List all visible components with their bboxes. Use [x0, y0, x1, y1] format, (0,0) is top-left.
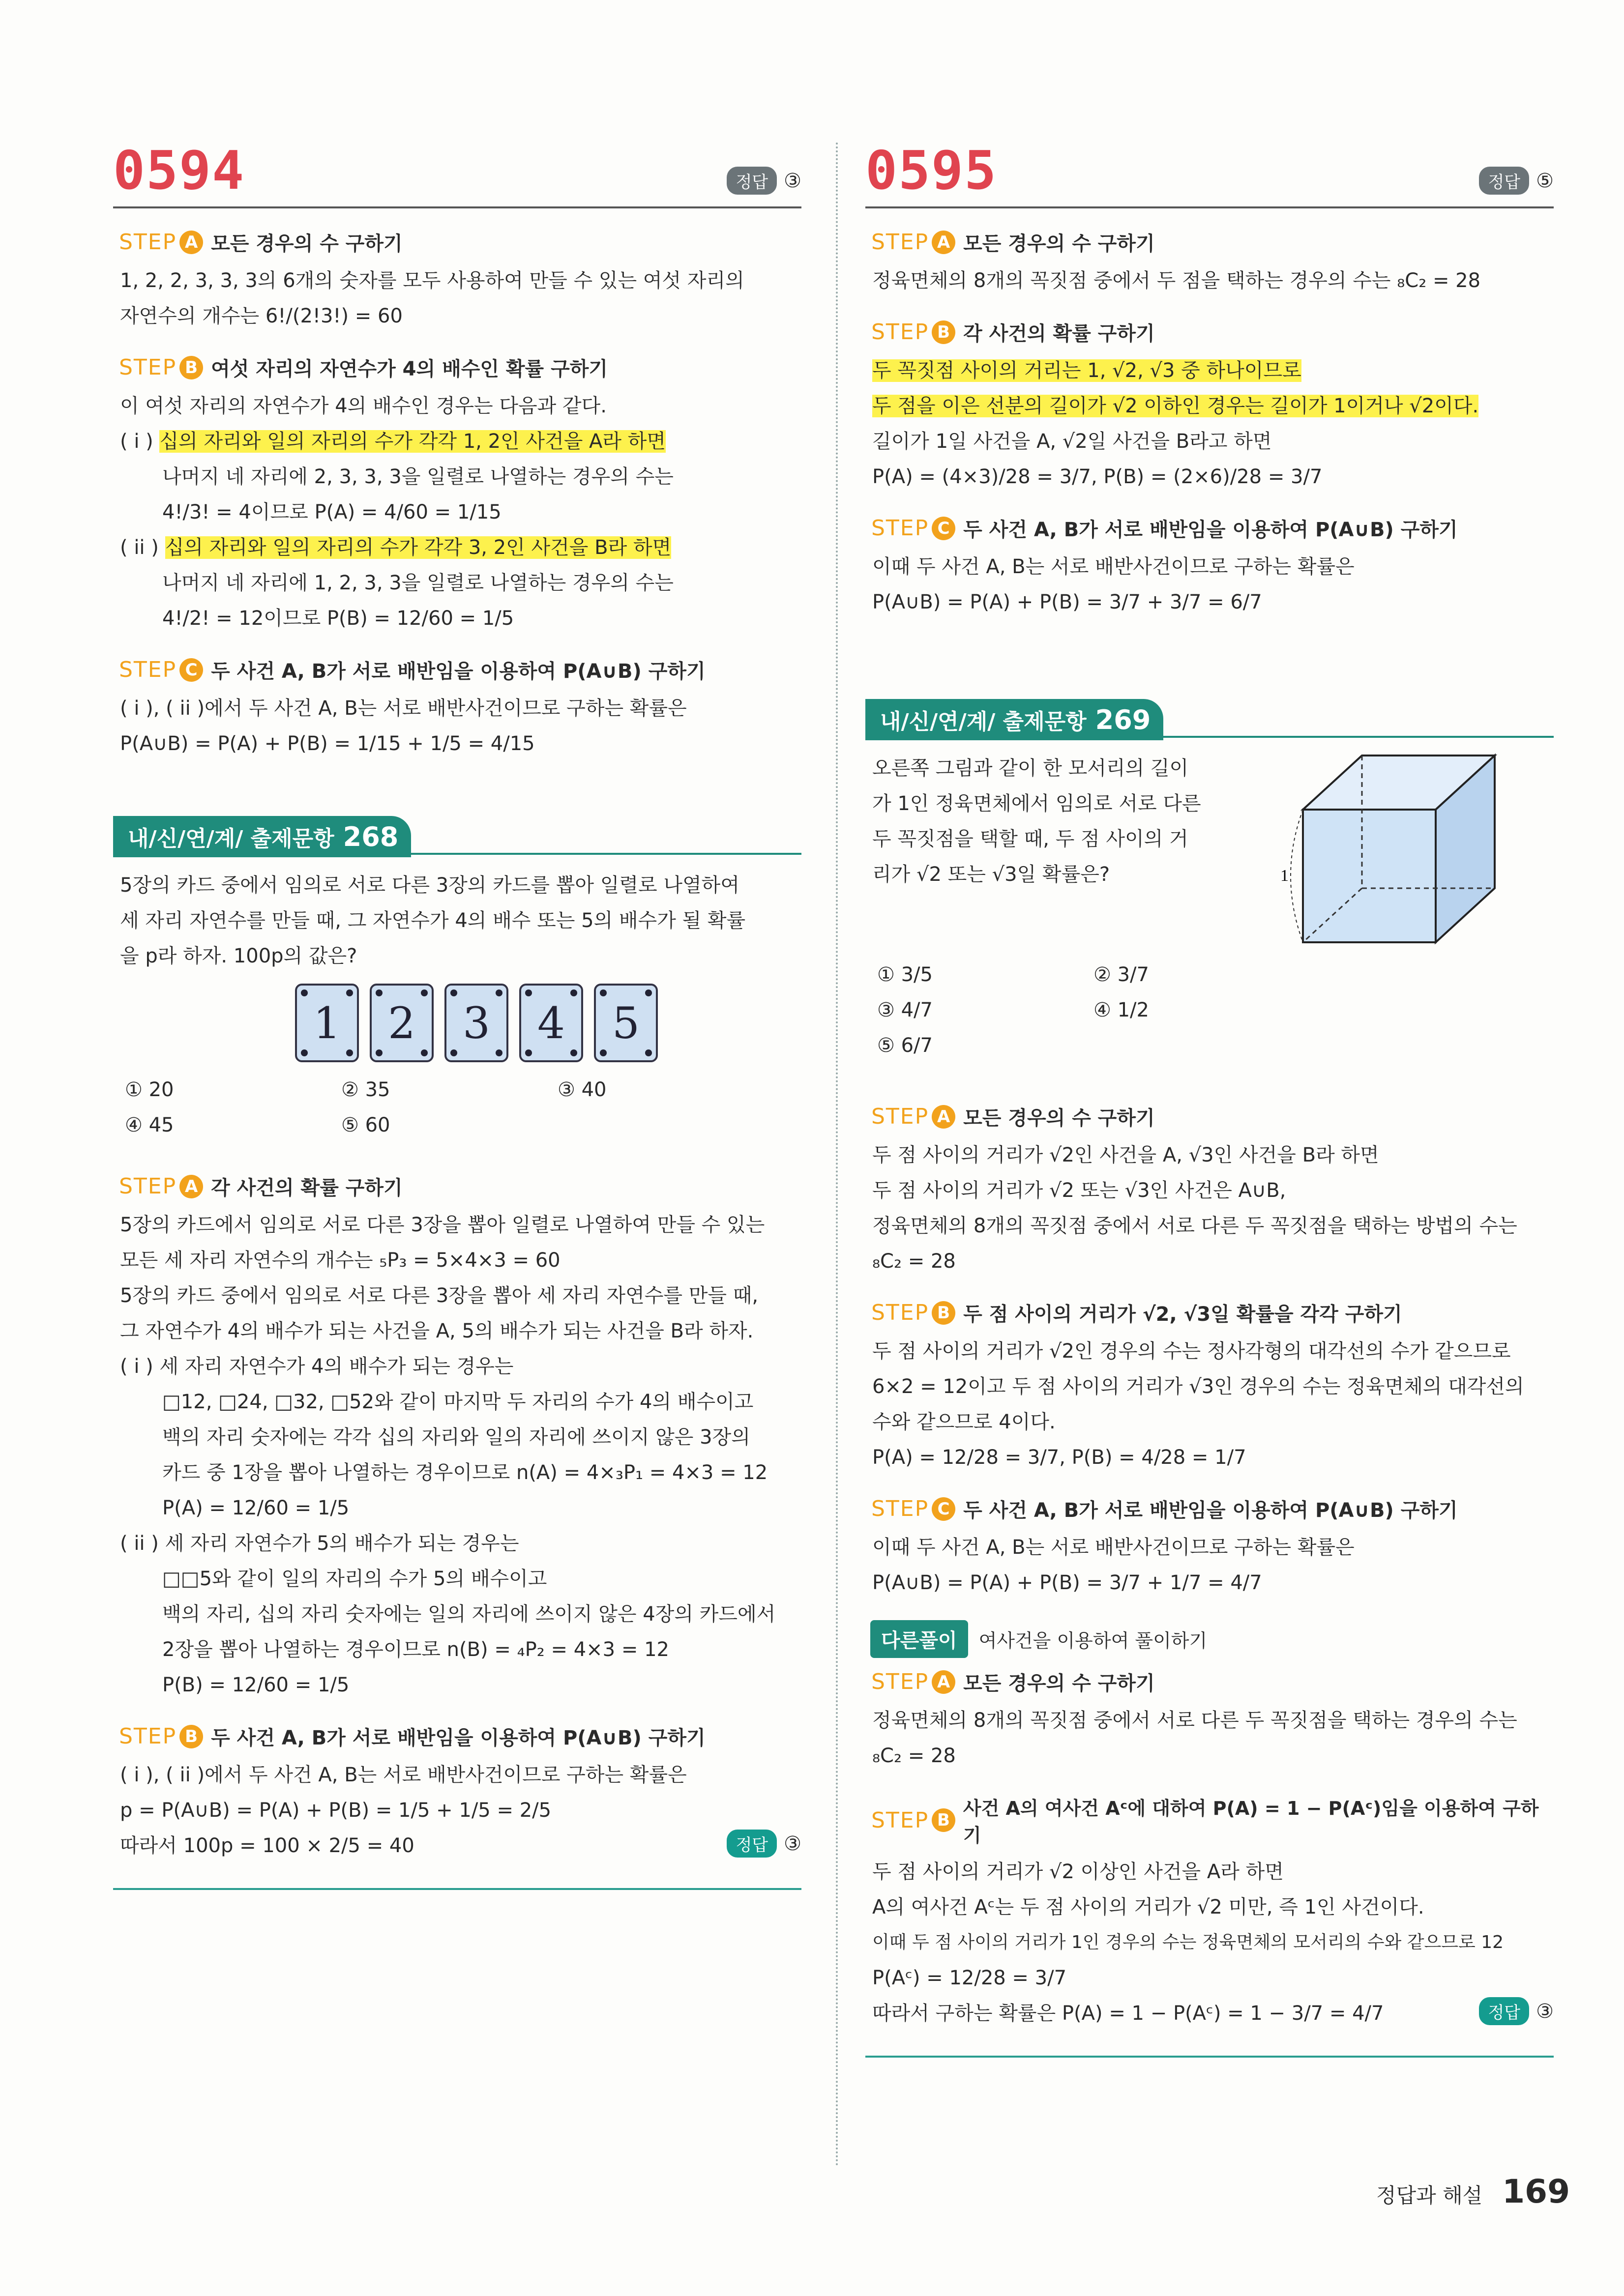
step-badge: B — [932, 1301, 955, 1325]
step-c-heading: STEP C 두 사건 A, B가 서로 배반임을 이용하여 P(A∪B) 구하기 — [119, 656, 801, 684]
column-divider — [836, 143, 840, 2168]
choice: ② 3/7 — [1093, 963, 1149, 986]
left-column — [113, 140, 801, 1890]
problem-header-0595 — [865, 140, 1554, 208]
case-line: P(B) = 12/60 = 1/5 — [162, 1674, 350, 1696]
problem-text: 두 꼭짓점을 택할 때, 두 점 사이의 거 — [872, 828, 1188, 850]
step-title: 두 사건 A, B가 서로 배반임을 이용하여 P(A∪B) 구하기 — [963, 519, 1458, 541]
right-column — [865, 140, 1554, 2058]
step-line: P(A∪B) = P(A) + P(B) = 3/7 + 3/7 = 6/7 — [872, 591, 1262, 613]
step-title: 모든 경우의 수 구하기 — [211, 233, 403, 255]
number-card: 1 — [295, 984, 359, 1062]
choice: ④ 1/2 — [1093, 999, 1149, 1021]
step-line: 따라서 100p = 100 × 2/5 = 40 — [120, 1834, 414, 1857]
case-line: 백의 자리 숫자에는 각각 십의 자리와 일의 자리에 쓰이지 않은 3장의 — [162, 1426, 750, 1449]
step-line: P(Aᶜ) = 12/28 = 3/7 — [872, 1967, 1067, 1989]
step-b-heading: STEP B 두 점 사이의 거리가 √2, √3일 확률을 각각 구하기 — [871, 1299, 1554, 1327]
step-line: P(A) = 12/28 = 3/7, P(B) = 4/28 = 1/7 — [872, 1446, 1246, 1469]
case-line: □12, □24, □32, □52와 같이 마지막 두 자리의 수가 4의 배수이고 — [162, 1391, 754, 1413]
answer-choices — [877, 957, 1554, 1063]
case-line: P(A) = 12/60 = 1/5 — [162, 1497, 350, 1519]
divider — [411, 853, 801, 855]
problem-number: 0594 — [113, 140, 245, 202]
step-line: ₈C₂ = 28 — [872, 1744, 956, 1767]
step-line: 이 여섯 자리의 자연수가 4의 배수인 경우는 다음과 같다. — [120, 395, 607, 417]
step-line: P(A∪B) = P(A) + P(B) = 3/7 + 1/7 = 4/7 — [872, 1571, 1262, 1594]
alternative-solution-pill: 다른풀이 — [870, 1620, 968, 1658]
choice: ③ 40 — [558, 1078, 607, 1101]
step-title: 두 사건 A, B가 서로 배반임을 이용하여 P(A∪B) 구하기 — [211, 1727, 706, 1749]
page-number: 169 — [1502, 2173, 1570, 2210]
answer-label: 정답 — [1479, 167, 1529, 195]
step-badge: B — [179, 1725, 203, 1748]
problem-text: 가 1인 정육면체에서 임의로 서로 다른 — [872, 792, 1201, 815]
answer-tag — [727, 1830, 801, 1858]
step-line: 따라서 구하는 확률은 P(A) = 1 − P(Aᶜ) = 1 − 3/7 = 4/7 — [872, 2002, 1384, 2025]
step-badge: B — [932, 320, 955, 344]
choice: ⑤ 6/7 — [877, 1034, 933, 1057]
cube-diagram — [1280, 746, 1529, 952]
final-line-row — [865, 1996, 1554, 2031]
problem-number: 0595 — [865, 140, 998, 202]
case-line: ( ii ) 세 자리 자연수가 5의 배수가 되는 경우는 — [120, 1532, 519, 1555]
answer-label: 정답 — [727, 167, 777, 195]
step-b-heading: STEP B 두 사건 A, B가 서로 배반임을 이용하여 P(A∪B) 구하기 — [119, 1722, 801, 1750]
case-line: 2장을 뽑아 나열하는 경우이므로 n(B) = ₄P₂ = 4×3 = 12 — [162, 1638, 669, 1661]
number-cards — [295, 984, 801, 1062]
answer-tag — [727, 167, 801, 195]
case-line: ( i ) 십의 자리와 일의 자리의 수가 각각 1, 2인 사건을 A라 하면 — [120, 430, 666, 453]
step-line: 두 점 사이의 거리가 √2 또는 √3인 사건은 A∪B, — [872, 1179, 1286, 1202]
step-a-heading: STEP A 모든 경우의 수 구하기 — [871, 1103, 1554, 1131]
step-c-heading: STEP C 두 사건 A, B가 서로 배반임을 이용하여 P(A∪B) 구하기 — [871, 1495, 1554, 1523]
problem-text: 오른쪽 그림과 같이 한 모서리의 길이 — [872, 757, 1189, 780]
related-problem-number: 268 — [343, 821, 399, 852]
step-b-heading: STEP B 각 사건의 확률 구하기 — [871, 318, 1554, 346]
step-b-heading: STEP B 사건 A의 여사건 Aᶜ에 대하여 P(A) = 1 − P(Aᶜ)임을 이용하여 구하기 — [871, 1793, 1554, 1847]
step-badge: A — [932, 231, 955, 254]
divider — [113, 1888, 801, 1890]
alternative-solution-header — [870, 1620, 1554, 1658]
problem-text: 5장의 카드 중에서 임의로 서로 다른 3장의 카드를 뽑아 일렬로 나열하여 — [120, 874, 739, 897]
case-line: ( i ) 세 자리 자연수가 4의 배수가 되는 경우는 — [120, 1355, 514, 1378]
step-a-heading: STEP A 모든 경우의 수 구하기 — [871, 228, 1554, 256]
choice: ② 35 — [341, 1078, 390, 1101]
step-line: 정육면체의 8개의 꼭짓점 중에서 서로 다른 두 꼭짓점을 택하는 경우의 수는 — [872, 1709, 1517, 1732]
highlight: 두 점을 이은 선분의 길이가 √2 이하인 경우는 길이가 1이거나 √2이다. — [872, 395, 1479, 417]
step-line: A의 여사건 Aᶜ는 두 점 사이의 거리가 √2 미만, 즉 1인 사건이다. — [872, 1896, 1424, 1918]
step-line: 5장의 카드에서 임의로 서로 다른 3장을 뽑아 일렬로 나열하여 만들 수 있는 — [120, 1214, 765, 1236]
step-line: P(A∪B) = P(A) + P(B) = 1/15 + 1/5 = 4/15 — [120, 732, 535, 755]
step-line: 정육면체의 8개의 꼭짓점 중에서 서로 다른 두 꼭짓점을 택하는 방법의 수는 — [872, 1215, 1517, 1237]
related-problem-tab: 내/신/연/계/ 출제문항 268 — [113, 816, 411, 857]
step-title: 모든 경우의 수 구하기 — [963, 233, 1155, 255]
related-problem-number: 269 — [1095, 704, 1151, 735]
step-line: 두 점 사이의 거리가 √2인 경우의 수는 정사각형의 대각선의 수가 같으므로 — [872, 1340, 1511, 1363]
cube-front-face — [1303, 810, 1436, 942]
step-a-heading: STEP A 각 사건의 확률 구하기 — [119, 1172, 801, 1200]
step-line: ( i ), ( ii )에서 두 사건 A, B는 서로 배반사건이므로 구하는 확률은 — [120, 697, 687, 720]
choice: ③ 4/7 — [877, 999, 933, 1021]
answer-choices — [125, 1072, 801, 1143]
answer-tag — [1479, 167, 1554, 195]
step-c-heading: STEP C 두 사건 A, B가 서로 배반임을 이용하여 P(A∪B) 구하기 — [871, 514, 1554, 542]
divider — [1163, 736, 1554, 738]
step-line: 5장의 카드 중에서 임의로 서로 다른 3장을 뽑아 세 자리 자연수를 만들 때, — [120, 1284, 759, 1307]
case-line: ( ii ) 십의 자리와 일의 자리의 수가 각각 3, 2인 사건을 B라 하면 — [120, 536, 672, 559]
number-card: 2 — [370, 984, 434, 1062]
related-problem-header — [113, 815, 801, 858]
case-line: 카드 중 1장을 뽑아 나열하는 경우이므로 n(A) = 4×₃P₁ = 4×3 = 12 — [162, 1461, 768, 1484]
step-line: ( i ), ( ii )에서 두 사건 A, B는 서로 배반사건이므로 구하는 확률은 — [120, 1764, 687, 1786]
step-line: ₈C₂ = 28 — [872, 1250, 956, 1273]
problem-269-body — [865, 741, 1554, 952]
highlight: 십의 자리와 일의 자리의 수가 각각 1, 2인 사건을 A라 하면 — [159, 430, 666, 453]
problem-text-block — [865, 751, 1254, 952]
divider — [865, 2056, 1554, 2058]
final-line-row — [113, 1828, 801, 1863]
step-line: 수와 같으므로 4이다. — [872, 1411, 1056, 1433]
step-line — [872, 353, 1554, 388]
step-badge: C — [932, 1497, 955, 1521]
step-line: 이때 두 사건 A, B는 서로 배반사건이므로 구하는 확률은 — [872, 1536, 1355, 1559]
step-a-heading: STEP A 모든 경우의 수 구하기 — [871, 1668, 1554, 1696]
step-line — [872, 388, 1554, 424]
answer-label: 정답 — [1479, 1997, 1529, 2025]
step-title: 사건 A의 여사건 Aᶜ에 대하여 P(A) = 1 − P(Aᶜ)임을 이용하여 구하기 — [963, 1798, 1539, 1846]
step-line: P(A) = (4×3)/28 = 3/7, P(B) = (2×6)/28 = 3/7 — [872, 465, 1323, 488]
step-title: 여섯 자리의 자연수가 4의 배수인 확률 구하기 — [211, 358, 608, 380]
step-badge: A — [179, 231, 203, 254]
step-line: 정육면체의 8개의 꼭짓점 중에서 두 점을 택하는 경우의 수는 ₈C₂ = 28 — [872, 269, 1481, 292]
case-line: 4!/3! = 4이므로 P(A) = 4/60 = 1/15 — [162, 501, 502, 523]
choice: ④ 45 — [125, 1114, 174, 1136]
number-card: 5 — [594, 984, 658, 1062]
step-title: 두 사건 A, B가 서로 배반임을 이용하여 P(A∪B) 구하기 — [211, 660, 706, 683]
problem-text: 세 자리 자연수를 만들 때, 그 자연수가 4의 배수 또는 5의 배수가 될 확률 — [120, 909, 746, 932]
highlight: 두 꼭짓점 사이의 거리는 1, √2, √3 중 하나이므로 — [872, 359, 1301, 382]
edge-brace — [1291, 810, 1303, 942]
related-problem-header — [865, 698, 1554, 741]
number-card: 4 — [519, 984, 583, 1062]
edge-length-label: 1 — [1280, 867, 1289, 885]
answer-label: 정답 — [727, 1830, 777, 1858]
alternative-solution-title: 여사건을 이용하여 풀이하기 — [978, 1630, 1208, 1652]
step-badge: A — [932, 1670, 955, 1694]
answer-value: ⑤ — [1536, 169, 1554, 192]
step-line: 길이가 1일 사건을 A, √2일 사건을 B라고 하면 — [872, 430, 1272, 453]
step-title: 모든 경우의 수 구하기 — [963, 1672, 1155, 1695]
case-line: 4!/2! = 12이므로 P(B) = 12/60 = 1/5 — [162, 607, 514, 630]
case-line: 나머지 네 자리에 1, 2, 3, 3을 일렬로 나열하는 경우의 수는 — [162, 572, 674, 594]
step-line: 자연수의 개수는 6!/(2!3!) = 60 — [120, 305, 403, 327]
step-line: 이때 두 사건 A, B는 서로 배반사건이므로 구하는 확률은 — [872, 555, 1355, 578]
answer-value: ③ — [784, 1832, 801, 1855]
choice: ① 3/5 — [877, 963, 933, 986]
step-title: 두 사건 A, B가 서로 배반임을 이용하여 P(A∪B) 구하기 — [963, 1499, 1458, 1522]
highlight: 십의 자리와 일의 자리의 수가 각각 3, 2인 사건을 B라 하면 — [165, 536, 672, 559]
step-title: 각 사건의 확률 구하기 — [963, 322, 1155, 345]
step-line: 두 점 사이의 거리가 √2 이상인 사건을 A라 하면 — [872, 1860, 1284, 1883]
step-line: 이때 두 점 사이의 거리가 1인 경우의 수는 정육면체의 모서리의 수와 같으므로 12 — [872, 1932, 1504, 1952]
footer-label: 정답과 해설 — [1376, 2183, 1483, 2208]
step-title: 각 사건의 확률 구하기 — [211, 1177, 403, 1199]
step-line: p = P(A∪B) = P(A) + P(B) = 1/5 + 1/5 = 2/5 — [120, 1799, 552, 1822]
number-card: 3 — [444, 984, 508, 1062]
related-problem-tab: 내/신/연/계/ 출제문항 269 — [865, 699, 1163, 740]
problem-header-0594 — [113, 140, 801, 208]
choice: ① 20 — [125, 1078, 174, 1101]
step-badge: C — [932, 517, 955, 540]
step-a-heading: STEP A 모든 경우의 수 구하기 — [119, 228, 801, 256]
case-line: □□5와 같이 일의 자리의 수가 5의 배수이고 — [162, 1568, 547, 1590]
step-badge: A — [179, 1175, 203, 1198]
page-footer — [1376, 2173, 1570, 2210]
step-badge: B — [179, 356, 203, 379]
case-line: 나머지 네 자리에 2, 3, 3, 3을 일렬로 나열하는 경우의 수는 — [162, 465, 674, 488]
answer-value: ③ — [784, 169, 801, 192]
step-badge: B — [932, 1808, 955, 1832]
step-line: 6×2 = 12이고 두 점 사이의 거리가 √3인 경우의 수는 정육면체의 대각선의 — [872, 1375, 1524, 1398]
step-line: 1, 2, 2, 3, 3, 3의 6개의 숫자를 모두 사용하여 만들 수 있는 여섯 자리의 — [120, 269, 744, 292]
step-badge: C — [179, 658, 203, 682]
step-line: 두 점 사이의 거리가 √2인 사건을 A, √3인 사건을 B라 하면 — [872, 1144, 1379, 1166]
step-title: 모든 경우의 수 구하기 — [963, 1107, 1155, 1130]
step-line: 그 자연수가 4의 배수가 되는 사건을 A, 5의 배수가 되는 사건을 B라 하자. — [120, 1320, 754, 1342]
problem-text: 을 p라 하자. 100p의 값은? — [120, 945, 357, 967]
case-line: 백의 자리, 십의 자리 숫자에는 일의 자리에 쓰이지 않은 4장의 카드에서 — [162, 1603, 776, 1626]
answer-value: ③ — [1536, 2000, 1554, 2023]
step-title: 두 점 사이의 거리가 √2, √3일 확률을 각각 구하기 — [963, 1303, 1402, 1326]
problem-text: 리가 √2 또는 √3일 확률은? — [872, 863, 1110, 886]
step-badge: A — [932, 1105, 955, 1129]
step-b-heading: STEP B 여섯 자리의 자연수가 4의 배수인 확률 구하기 — [119, 353, 801, 381]
choice: ⑤ 60 — [341, 1114, 390, 1136]
answer-tag — [1479, 1997, 1554, 2025]
step-line: 모든 세 자리 자연수의 개수는 ₅P₃ = 5×4×3 = 60 — [120, 1249, 561, 1272]
